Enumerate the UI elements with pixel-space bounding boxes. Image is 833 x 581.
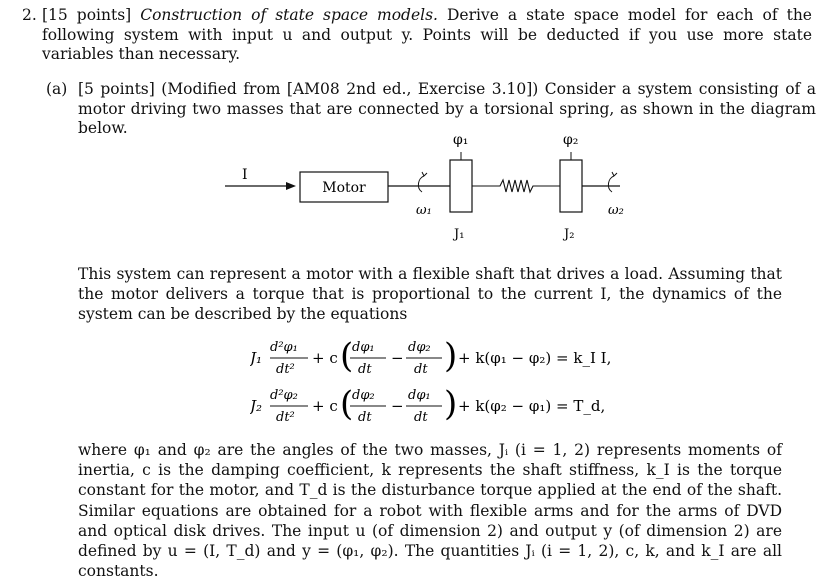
eq1-paren-left: ( xyxy=(340,336,354,376)
eq1-inertia: J₁ xyxy=(250,349,263,367)
motor-two-mass-diagram xyxy=(210,130,630,248)
problem-points: [15 points] xyxy=(42,6,132,24)
eq1-second-derivative-den: dt² xyxy=(276,362,295,377)
phi1-label: φ₁ xyxy=(453,132,469,148)
j2-label: J₂ xyxy=(564,227,575,242)
problem-body xyxy=(42,6,812,65)
torsional-spring xyxy=(472,180,560,192)
eq2-velocity-2-den: dt xyxy=(414,410,428,425)
eq2-rest: + k(φ₂ − φ₁) = T_d, xyxy=(458,397,606,415)
eq1-paren-right: ) xyxy=(444,336,458,376)
eq2-velocity-2-num: dφ₁ xyxy=(408,388,431,403)
problem-title: Construction of state space models. xyxy=(140,6,438,24)
part-a-label: (a) xyxy=(46,80,68,98)
omega2-label: ω₂ xyxy=(608,203,624,218)
eq2-inertia: J₂ xyxy=(250,397,263,415)
eq1-second-derivative-num: d²φ₁ xyxy=(270,340,298,355)
variable-definitions: where φ₁ and φ₂ are the angles of the two masses, Jᵢ (i = 1, 2) represents moments of inertia, c is the damping coefficient, k represents the shaft stiffness, k_I is the torque constant for the motor, and T_d is the disturbance torque applied at the end of the shaft. Similar equations are obtained for a robot with flexible arms and for the arms of DVD and optical disk drives. The input u (of dimension 2) and output y (of dimension 2) are defined by u = (I, T_d) and y = (φ₁, φ₂). The quantities Jᵢ (i = 1, 2), c, k, and k_I are all constants. xyxy=(78,441,782,581)
eq2-velocity-1-den: dt xyxy=(358,410,372,425)
j1-label: J₁ xyxy=(454,227,465,242)
mass-j1 xyxy=(450,160,472,212)
eq1-damping-term: + c xyxy=(312,349,338,367)
eq1-velocity-1-den: dt xyxy=(358,362,372,377)
phi2-label: φ₂ xyxy=(563,132,579,148)
input-arrowhead xyxy=(286,182,296,190)
problem-text: Derive a state space model for each of the following system with input u and output y. Points will be deducted if you use more state variables than necessary. xyxy=(42,6,812,63)
eq2-second-derivative-den: dt² xyxy=(276,410,295,425)
eq2-minus: − xyxy=(391,397,404,415)
eq1-velocity-1-num: dφ₁ xyxy=(352,340,375,355)
eq1-minus: − xyxy=(391,349,404,367)
problem-number: 2. xyxy=(22,6,37,24)
mass-j2 xyxy=(560,160,582,212)
eq2-second-derivative-num: d²φ₂ xyxy=(270,388,298,403)
eq1-velocity-2-num: dφ₂ xyxy=(408,340,431,355)
eq2-paren-right: ) xyxy=(444,384,458,424)
eq2-damping-term: + c xyxy=(312,397,338,415)
omega1-label: ω₁ xyxy=(416,203,432,218)
part-a-text: (Modified from [AM08 2nd ed., Exercise 3.10]) Consider a system consisting of a motor driving two masses that are connected by a torsional spring, as shown in the diagram below. xyxy=(78,80,816,137)
system-description: This system can represent a motor with a flexible shaft that drives a load. Assuming that the motor delivers a torque that is proportional to the current I, the dynamics of the system can be described by the equations xyxy=(78,265,782,323)
part-a-points: [5 points] xyxy=(78,80,155,98)
eq1-velocity-2-den: dt xyxy=(414,362,428,377)
omega2-arrow xyxy=(608,172,617,192)
eq2-velocity-1-num: dφ₂ xyxy=(352,388,375,403)
eq1-rest: + k(φ₁ − φ₂) = k_I I, xyxy=(458,349,612,367)
eq2-paren-left: ( xyxy=(340,384,354,424)
omega1-arrow xyxy=(418,172,427,192)
problem-2 xyxy=(22,6,812,65)
input-label: I xyxy=(242,167,248,183)
dynamics-equations xyxy=(250,333,630,433)
motor-label: Motor xyxy=(322,180,366,196)
